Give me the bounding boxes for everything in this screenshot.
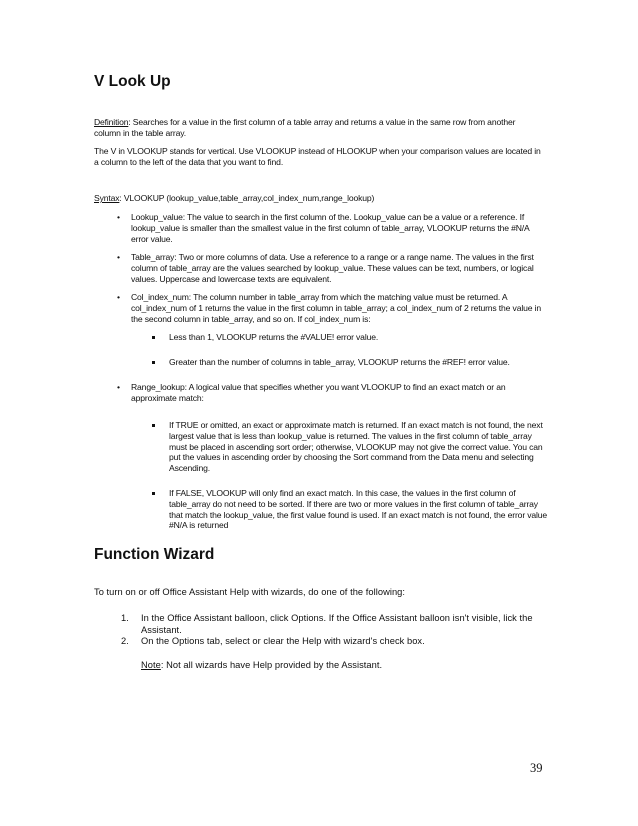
bullet-dot: • [117, 212, 121, 222]
definition-paragraph [94, 117, 534, 139]
range-sub-false: If FALSE, VLOOKUP will only find an exact match. In this case, the values in the first column of table_array do not need to be sorted. If there are two or more values in the first column of table_array that match the lookup_value, the first value found is used. If an exact match is not found, the error value #N/A is returned [169, 488, 548, 531]
square-bullet [152, 361, 155, 364]
section-title-function-wizard: Function Wizard [94, 546, 215, 563]
vertical-paragraph: The V in VLOOKUP stands for vertical. Use VLOOKUP instead of HLOOKUP when your comparison values are located in a column to the left of the data that you want to find. [94, 146, 541, 167]
step-1-text: In the Office Assistant balloon, click Options. If the Office Assistant balloon isn't visible, lick the Assistant. [141, 613, 533, 635]
step-number: 2. [121, 636, 129, 646]
syntax-text: : VLOOKUP (lookup_value,table_array,col_index_num,range_lookup) [119, 193, 375, 203]
definition-label: Definition [94, 117, 129, 127]
bullet-dot: • [117, 382, 121, 392]
syntax-label: Syntax [94, 193, 120, 203]
page-number: 39 [530, 761, 543, 775]
bullet-dot: • [117, 292, 121, 302]
note-label: Note [141, 660, 161, 670]
bullet-dot: • [117, 252, 121, 262]
arg-range-lookup: Range_lookup: A logical value that specifies whether you want VLOOKUP to find an exact match or an approximate match: [131, 382, 506, 403]
step-2-text: On the Options tab, select or clear the Help with wizard's check box. [141, 636, 425, 646]
col-sub-less-than-one: Less than 1, VLOOKUP returns the #VALUE! error value. [169, 332, 379, 342]
square-bullet [152, 424, 155, 427]
arg-col-index-num: Col_index_num: The column number in table_array from which the matching value must be returned. A col_index_num of 1 returns the value in the first column in table_array; a col_index_num of 2 returns the value in the second column in table_array, and so on. If col_index_num is: [131, 292, 541, 324]
section-title-vlookup: V Look Up [94, 73, 171, 90]
wizard-intro: To turn on or off Office Assistant Help with wizards, do one of the following: [94, 587, 406, 597]
square-bullet [152, 492, 155, 495]
range-sub-true: If TRUE or omitted, an exact or approximate match is returned. If an exact match is not found, the next largest value that is less than lookup_value is returned. The values in the first column of table_array must be placed in ascending sort order; otherwise, VLOOKUP may not give the correct value. You can put the values in ascending order by choosing the Sort command from the Data menu and selecting Ascending. [169, 420, 543, 474]
col-sub-greater-than: Greater than the number of columns in table_array, VLOOKUP returns the #REF! error value. [169, 357, 510, 367]
arg-lookup-value: Lookup_value: The value to search in the first column of the. Lookup_value can be a value or a reference. If lookup_value is smaller than the smallest value in the first column of table_array, VLOOKUP returns the #N/A error value. [131, 212, 530, 244]
step-number: 1. [121, 613, 129, 623]
square-bullet [152, 336, 155, 339]
syntax-line [94, 193, 544, 204]
note-text: : Not all wizards have Help provided by the Assistant. [160, 660, 383, 670]
definition-text: : Searches for a value in the first column of a table array and returns a value in the same row from another column in the table array. [94, 117, 516, 138]
note-line [141, 660, 551, 672]
arg-table-array: Table_array: Two or more columns of data. Use a reference to a range or a range name. The values in the first column of table_array are the values searched by lookup_value. These values can be text, numbers, or logical values. Uppercase and lowercase texts are equivalent. [131, 252, 534, 284]
